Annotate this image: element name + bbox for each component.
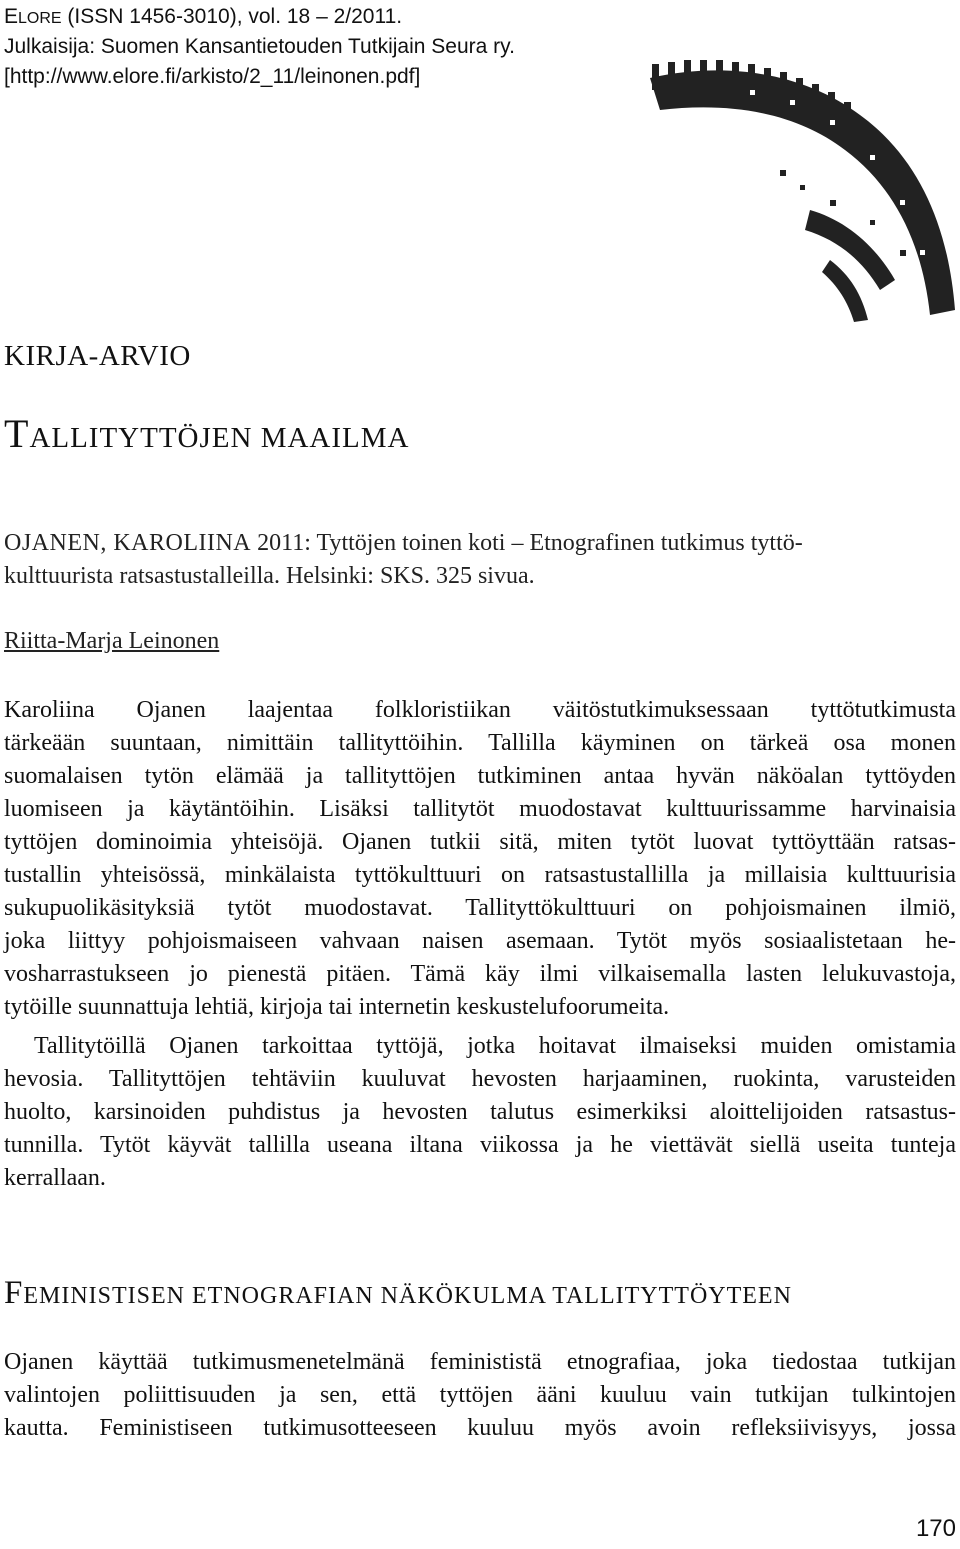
title-rest: ALLITYTTÖJEN MAAILMA bbox=[29, 422, 410, 454]
journal-citation bbox=[4, 2, 515, 32]
article-url: [http://www.elore.fi/arkisto/2_11/leinonen.pdf] bbox=[4, 65, 421, 88]
journal-name-initial: E bbox=[4, 5, 19, 28]
book-title-part1: 2011: Tyttöjen toinen koti – Etnografinen tutkimus tyttö- bbox=[251, 530, 803, 556]
text-line: kerrallaan. bbox=[4, 1165, 106, 1191]
text-line: tytöille suunnattuja lehtiä, kirjoja tai internetin keskustelufoorumeita. bbox=[4, 994, 670, 1020]
text-line: sukupuolikäsityksiä tytöt muodostavat. Tallityttökulttuuri on pohjoismainen ilmiö, bbox=[4, 895, 956, 921]
text-line: tärkeään suuntaan, nimittäin tallityttöihin. Tallilla käyminen on tärkeä osa monen bbox=[4, 730, 956, 756]
paragraph-3 bbox=[4, 1346, 956, 1445]
text-line: tyttöjen dominoimia yhteisöjä. Ojanen tutkii sitä, miten tytöt luovat tyttöyttään ratsas- bbox=[4, 829, 956, 855]
text-line: luomiseen ja käytäntöihin. Lisäksi tallitytöt muodostavat kulttuurissamme harvinaisia bbox=[4, 796, 956, 822]
text-line: Karoliina Ojanen laajentaa folkloristiikan väitöstutkimuksessaan tyttötutkimusta bbox=[4, 697, 956, 723]
reindeer-antler-icon bbox=[630, 60, 960, 340]
book-citation bbox=[4, 527, 956, 593]
journal-issn: (ISSN 1456-3010), vol. 18 – 2/2011. bbox=[61, 5, 403, 28]
text-line: Tallitytöillä Ojanen tarkoittaa tyttöjä, jotka hoitavat ilmaiseksi muiden omistamia bbox=[34, 1033, 956, 1059]
text-line: suomalaisen tytön elämää ja tallityttöjen tutkiminen antaa hyvän näköalan tyttöyden bbox=[4, 763, 956, 789]
section-heading bbox=[4, 1275, 792, 1312]
text-line: valintojen poliittisuuden ja sen, että tyttöjen ääni kuuluu vain tutkijan tulkintojen bbox=[4, 1382, 956, 1408]
text-line: joka liittyy pohjoismaiseen vahvaan naisen asemaan. Tytöt myös sosiaalistetaan he- bbox=[4, 928, 956, 954]
section-label: KIRJA-ARVIO bbox=[4, 340, 191, 372]
text-line: huolto, karsinoiden puhdistus ja hevosten talutus esimerkiksi aloittelijoiden ratsastus- bbox=[4, 1099, 956, 1125]
text-line: tustallin yhteisössä, minkälaista tyttökulttuuri on ratsastustallilla ja millaisia kulttuurisia bbox=[4, 862, 956, 888]
article-title bbox=[4, 410, 409, 457]
text-line: tunnilla. Tytöt käyvät tallilla useana iltana viikossa ja he viettävät siellä useita tunteja bbox=[4, 1132, 956, 1158]
text-line: Ojanen käyttää tutkimusmenetelmänä feminististä etnografiaa, joka tiedostaa tutkijan bbox=[4, 1349, 956, 1375]
citation-line: kulttuurista ratsastustalleilla. Helsinki: SKS. 325 sivua. bbox=[4, 563, 535, 589]
paragraph-1 bbox=[4, 694, 956, 1024]
heading-rest: EMINISTISEN ETNOGRAFIAN NÄKÖKULMA TALLITYTTÖYTEEN bbox=[23, 1283, 792, 1309]
citation-line bbox=[4, 527, 956, 560]
book-author: OJANEN, KAROLIINA bbox=[4, 530, 252, 556]
paragraph-2 bbox=[4, 1030, 956, 1195]
publisher-line: Julkaisija: Suomen Kansantietouden Tutkijain Seura ry. bbox=[4, 35, 515, 58]
reviewer-name: Riitta-Marja Leinonen bbox=[4, 628, 220, 654]
journal-header bbox=[4, 2, 515, 92]
text-line: kautta. Feministiseen tutkimusotteeseen kuuluu myös avoin refleksiivisyys, jossa bbox=[4, 1415, 956, 1441]
title-initial: T bbox=[4, 411, 30, 456]
text-line: hevosia. Tallityttöjen tehtäviin kuuluvat hevosten harjaaminen, ruokinta, varusteiden bbox=[4, 1066, 956, 1092]
text-line: vosharrastukseen jo pienestä pitäen. Tämä käy ilmi vilkaisemalla lasten lelukuvastoja, bbox=[4, 961, 956, 987]
journal-name-rest: LORE bbox=[18, 10, 62, 27]
heading-initial: F bbox=[4, 1275, 24, 1311]
page-number: 170 bbox=[915, 1515, 956, 1542]
